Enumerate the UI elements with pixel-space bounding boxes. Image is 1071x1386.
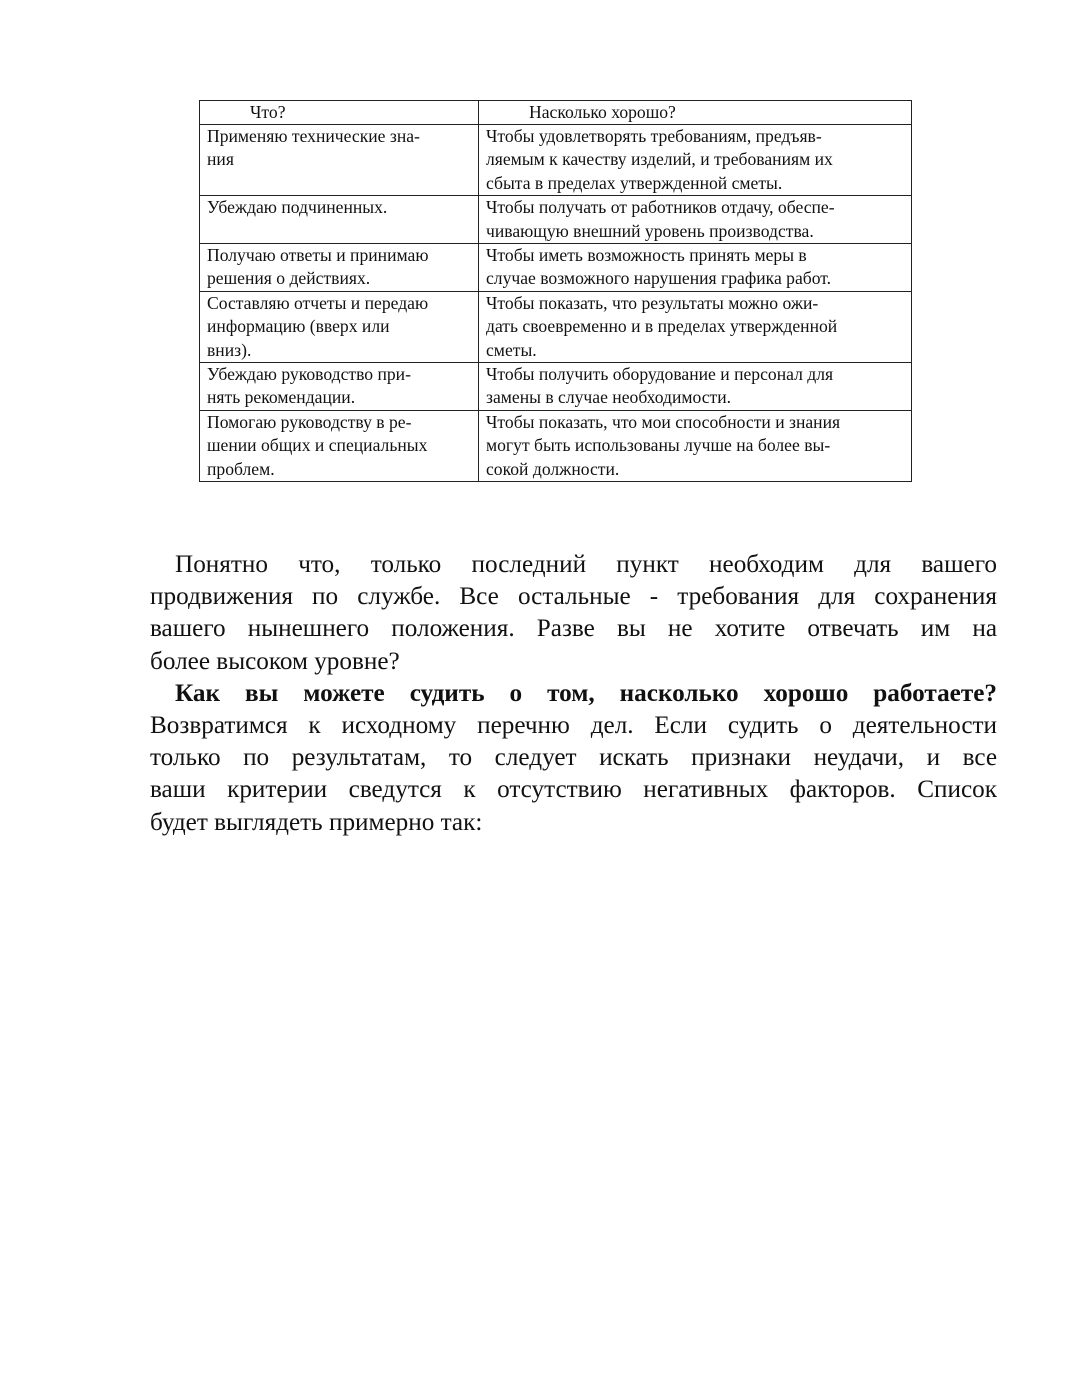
text-line: более высоком уровне? bbox=[150, 647, 400, 675]
cell-what bbox=[200, 125, 479, 196]
cell-what bbox=[200, 196, 479, 244]
cell-line: вниз). bbox=[207, 339, 252, 360]
cell-line: Помогаю руководству в ре- bbox=[207, 411, 412, 432]
cell-line: Чтобы показать, что результаты можно ожи- bbox=[486, 292, 819, 313]
cell-line: могут быть использованы лучше на более вы- bbox=[486, 435, 831, 456]
cell-how-well bbox=[479, 410, 912, 481]
text-line bbox=[150, 678, 997, 710]
paragraph bbox=[150, 678, 997, 839]
cell-line: Чтобы получать от работников отдачу, обеспе- bbox=[486, 197, 835, 218]
cell-line: ляемым к качеству изделий, и требованиям их bbox=[486, 149, 833, 170]
cell-line: Применяю технические зна- bbox=[207, 126, 420, 146]
text-line: продвижения по службе. Все остальные - требования для сохранения bbox=[150, 583, 997, 611]
text-line: ваши критерии сведутся к отсутствию негативных факторов. Список bbox=[150, 776, 997, 804]
cell-line: Чтобы показать, что мои способности и знания bbox=[486, 411, 841, 432]
column-header-how-well: Насколько хорошо? bbox=[479, 101, 912, 125]
cell-line: случае возможного нарушения графика работ. bbox=[486, 268, 832, 289]
criteria-table bbox=[199, 100, 912, 482]
cell-line: сметы. bbox=[486, 339, 537, 360]
cell-what bbox=[200, 244, 479, 292]
cell-line: проблем. bbox=[207, 458, 275, 479]
text-line: Возвратимся к исходному перечню дел. Если судить о деятельности bbox=[150, 712, 997, 740]
cell-how-well bbox=[479, 291, 912, 362]
cell-how-well bbox=[479, 196, 912, 244]
cell-what bbox=[200, 363, 479, 411]
cell-line: решения о действиях. bbox=[207, 268, 371, 289]
text-line: будет выглядеть примерно так: bbox=[150, 808, 483, 836]
cell-line: Составляю отчеты и передаю bbox=[207, 292, 429, 313]
cell-line: Получаю ответы и принимаю bbox=[207, 245, 429, 266]
text-line: Понятно что, только последний пункт необходим для вашего bbox=[175, 551, 997, 578]
table-row bbox=[200, 196, 912, 244]
text-line: вашего нынешнего положения. Разве вы не хотите отвечать им на bbox=[150, 615, 997, 643]
table-header-row bbox=[200, 101, 912, 125]
cell-what bbox=[200, 291, 479, 362]
cell-line: Убеждаю подчиненных. bbox=[207, 197, 388, 218]
cell-line: шении общих и специальных bbox=[207, 435, 428, 456]
cell-line: сокой должности. bbox=[486, 458, 620, 479]
cell-line: Убеждаю руководство при- bbox=[207, 364, 411, 385]
cell-how-well bbox=[479, 125, 912, 196]
cell-line: Чтобы удовлетворять требованиям, предъяв- bbox=[486, 126, 822, 146]
cell-line: дать своевременно и в пределах утвержденной bbox=[486, 316, 838, 337]
cell-line: замены в случае необходимости. bbox=[486, 387, 732, 408]
column-header-what: Что? bbox=[200, 101, 479, 125]
table-row bbox=[200, 291, 912, 362]
table-row bbox=[200, 410, 912, 481]
bold-question: Как вы можете судить о том, насколько хорошо работаете? bbox=[175, 679, 997, 707]
cell-what bbox=[200, 410, 479, 481]
table-row bbox=[200, 125, 912, 196]
text-line: только по результатам, то следует искать признаки неудачи, и все bbox=[150, 744, 997, 772]
cell-line: Чтобы получить оборудование и персонал для bbox=[486, 364, 834, 385]
cell-how-well bbox=[479, 244, 912, 292]
cell-line: Чтобы иметь возможность принять меры в bbox=[486, 245, 807, 266]
cell-how-well bbox=[479, 363, 912, 411]
table-row bbox=[200, 244, 912, 292]
cell-line: нять рекомендации. bbox=[207, 387, 356, 408]
cell-line: ния bbox=[207, 149, 234, 170]
paragraph bbox=[150, 549, 997, 678]
cell-line: информацию (вверх или bbox=[207, 316, 390, 337]
cell-line: сбыта в пределах утвержденной сметы. bbox=[486, 172, 783, 193]
table-row bbox=[200, 363, 912, 411]
body-text bbox=[150, 549, 997, 839]
cell-line: чивающую внешний уровень производства. bbox=[486, 220, 814, 241]
